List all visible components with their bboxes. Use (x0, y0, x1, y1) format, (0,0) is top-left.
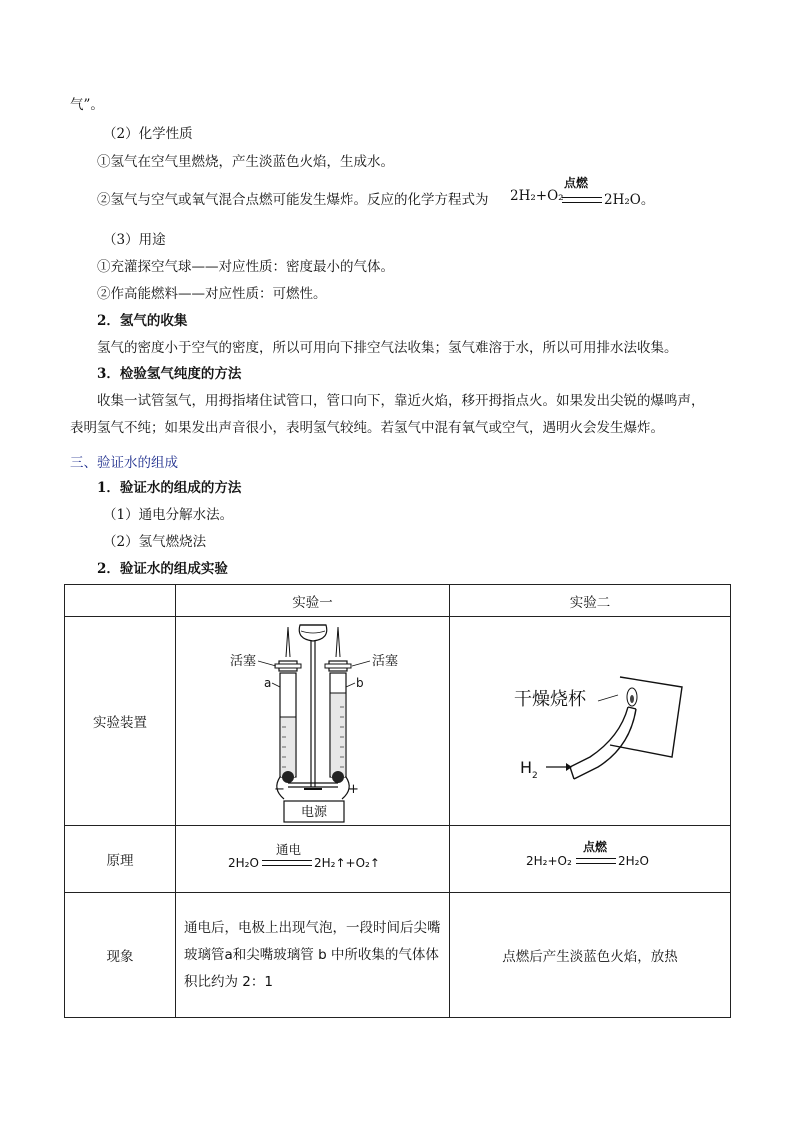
header-exp1: 实验一 (176, 585, 450, 617)
plus-terminal: + (348, 782, 359, 797)
combustion-equation (508, 174, 655, 208)
principle2-condition: 点燃 (583, 840, 608, 854)
electrolysis-rhs: 2H₂↑+O₂↑ (314, 856, 380, 870)
electrode-b (332, 771, 344, 783)
minus-terminal: − (274, 782, 285, 797)
header-exp2: 实验二 (450, 585, 731, 617)
principle2-rhs: 2H₂O (618, 854, 649, 868)
equation-equals-bar (562, 197, 602, 203)
section3-sub1: 1．验证水的组成的方法 (97, 480, 242, 496)
valve-right-label: 活塞 (372, 654, 399, 669)
header-empty-cell (65, 585, 176, 617)
method1: （1）通电分解水法。 (103, 507, 234, 523)
tube-b-label: b (356, 676, 364, 690)
tube-b (325, 627, 351, 783)
row-label-apparatus: 实验装置 (65, 617, 176, 826)
chem-props-item2: ②氢气与空气或氧气混合点燃可能发生爆炸。反应的化学方程式为 (97, 192, 489, 208)
electrolysis-apparatus-drawing (176, 617, 450, 825)
apparatus1-cell (176, 617, 450, 826)
collection-text: 氢气的密度小于空气的密度，所以可用向下排空气法收集；氢气难溶于水，所以可用排水法收集。 (97, 340, 678, 356)
chem-props-item1: ①氢气在空气里燃烧，产生淡蓝色火焰，生成水。 (97, 154, 394, 170)
purity-line2: 表明氢气不纯；如果发出声音很小，表明氢气较纯。若氢气中混有氧气或空气，遇明火会发生爆炸。 (70, 420, 664, 436)
principle2-equals-bar (576, 858, 616, 864)
purity-heading: 3．检验氢气纯度的方法 (97, 366, 242, 382)
uses-heading: （3）用途 (103, 232, 166, 248)
electrolysis-lhs: 2H₂O (228, 856, 259, 870)
row-label-principle: 原理 (65, 826, 176, 893)
tube-a (275, 627, 301, 783)
collection-heading: 2．氢气的收集 (97, 313, 188, 329)
uses-item1: ①充灌探空气球——对应性质：密度最小的气体。 (97, 259, 394, 275)
phenomenon1-text: 通电后，电极上出现气泡，一段时间后尖嘴玻璃管a和尖嘴玻璃管 b 中所收集的气体体积比约为 2：1 (184, 919, 441, 990)
row-label-phenomenon: 现象 (65, 893, 176, 1018)
power-supply-label: 电源 (300, 805, 328, 820)
dry-beaker (610, 677, 682, 757)
principle1-cell (176, 826, 450, 893)
principle2-lhs: 2H₂+O₂ (526, 854, 572, 868)
phenomenon1-cell (176, 893, 450, 1018)
tube-a-label: a (264, 676, 272, 690)
combustion-principle-equation (526, 836, 676, 876)
method2: （2）氢气燃烧法 (103, 534, 207, 550)
purity-line1: 收集一试管氢气，用拇指堵住试管口，管口向下，靠近火焰，移开拇指点火。如果发出尖锐的爆鸣声， (97, 393, 705, 409)
combustion-apparatus-drawing (450, 617, 731, 825)
valve-left-label: 活塞 (230, 654, 257, 669)
section3-heading: 三、验证水的组成 (70, 455, 178, 471)
electrolysis-equals-bar (262, 860, 312, 866)
experiment-table (64, 584, 731, 1018)
apparatus2-cell (450, 617, 731, 826)
hydrogen-label: $H_2$ (520, 758, 538, 781)
top-fragment: 气”。 (70, 97, 104, 113)
phenomenon2-cell: 点燃后产生淡蓝色火焰，放热 (450, 893, 731, 1018)
section3-sub2: 2．验证水的组成实验 (97, 561, 228, 577)
equation-rhs: 2H₂O。 (604, 192, 655, 208)
electrolysis-condition: 通电 (276, 842, 302, 857)
chem-props-heading: （2）化学性质 (103, 126, 193, 142)
equation-lhs: 2H₂+O₂ (510, 188, 564, 204)
equation-condition: 点燃 (564, 176, 589, 190)
principle2-cell (450, 826, 731, 893)
beaker-label: 干燥烧杯 (514, 689, 586, 710)
uses-item2: ②作高能燃料——对应性质：可燃性。 (97, 286, 327, 302)
electrolysis-equation (228, 840, 418, 880)
